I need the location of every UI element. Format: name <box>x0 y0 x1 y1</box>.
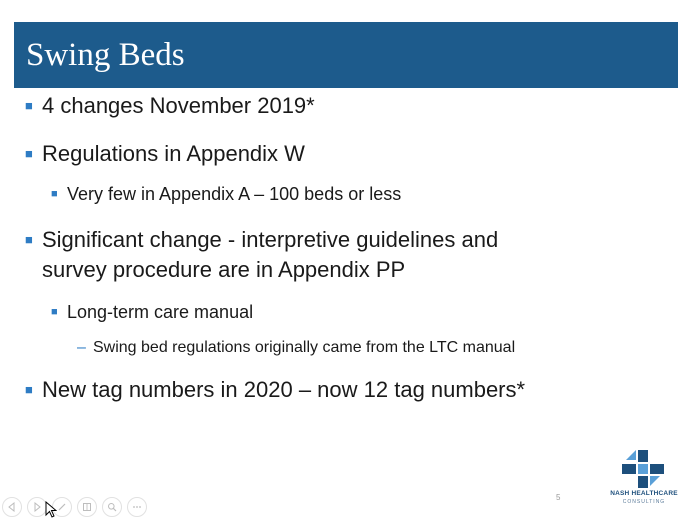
more-options-button[interactable] <box>127 497 147 517</box>
company-logo <box>604 446 684 510</box>
bullet-marker: ■ <box>25 146 33 161</box>
bullet-text: Very few in Appendix A – 100 beds or less <box>67 184 402 204</box>
dash-marker: – <box>77 339 86 356</box>
sub-bullet-item <box>51 181 402 207</box>
mouse-cursor-icon <box>45 501 57 518</box>
cross-logo-icon <box>604 446 684 490</box>
next-slide-button[interactable] <box>27 497 47 517</box>
page-number: 5 <box>556 493 561 502</box>
bullet-text: Significant change - interpretive guidelines and <box>42 227 499 252</box>
pen-icon <box>57 502 67 512</box>
zoom-button[interactable] <box>102 497 122 517</box>
bullet-text: Swing bed regulations originally came from the LTC manual <box>93 339 516 356</box>
slide-title: Swing Beds <box>26 37 185 73</box>
bullet-item <box>25 225 499 255</box>
bullet-marker: ■ <box>25 382 33 397</box>
bullet-text: Long-term care manual <box>67 302 254 322</box>
bullet-item-continued <box>42 255 405 285</box>
bullet-text: 4 changes November 2019* <box>42 93 315 118</box>
previous-slide-button[interactable] <box>2 497 22 517</box>
bullet-item <box>25 375 526 405</box>
bullet-item <box>25 91 315 121</box>
arrow-left-icon <box>7 502 17 512</box>
bullet-marker: ■ <box>25 98 33 113</box>
bullet-marker: ■ <box>25 232 33 247</box>
slideshow-controls <box>2 497 147 519</box>
magnifier-icon <box>107 502 117 512</box>
title-bar <box>14 22 678 88</box>
see-all-slides-button[interactable] <box>77 497 97 517</box>
bullet-text: Regulations in Appendix W <box>42 141 305 166</box>
bullet-text: survey procedure are in Appendix PP <box>42 257 406 282</box>
ellipsis-icon <box>132 502 142 512</box>
sub-bullet-item <box>51 299 254 325</box>
bullet-item <box>25 139 305 169</box>
arrow-right-icon <box>32 502 42 512</box>
bullet-marker: ■ <box>51 306 58 318</box>
logo-subtitle: CONSULTING <box>622 499 666 505</box>
logo-name: NASH HEALTHCARE <box>610 490 678 497</box>
bullet-marker: ■ <box>51 188 58 200</box>
slides-icon <box>82 502 92 512</box>
sub-sub-bullet-item <box>77 337 516 359</box>
bullet-text: New tag numbers in 2020 – now 12 tag numbers* <box>42 377 526 402</box>
